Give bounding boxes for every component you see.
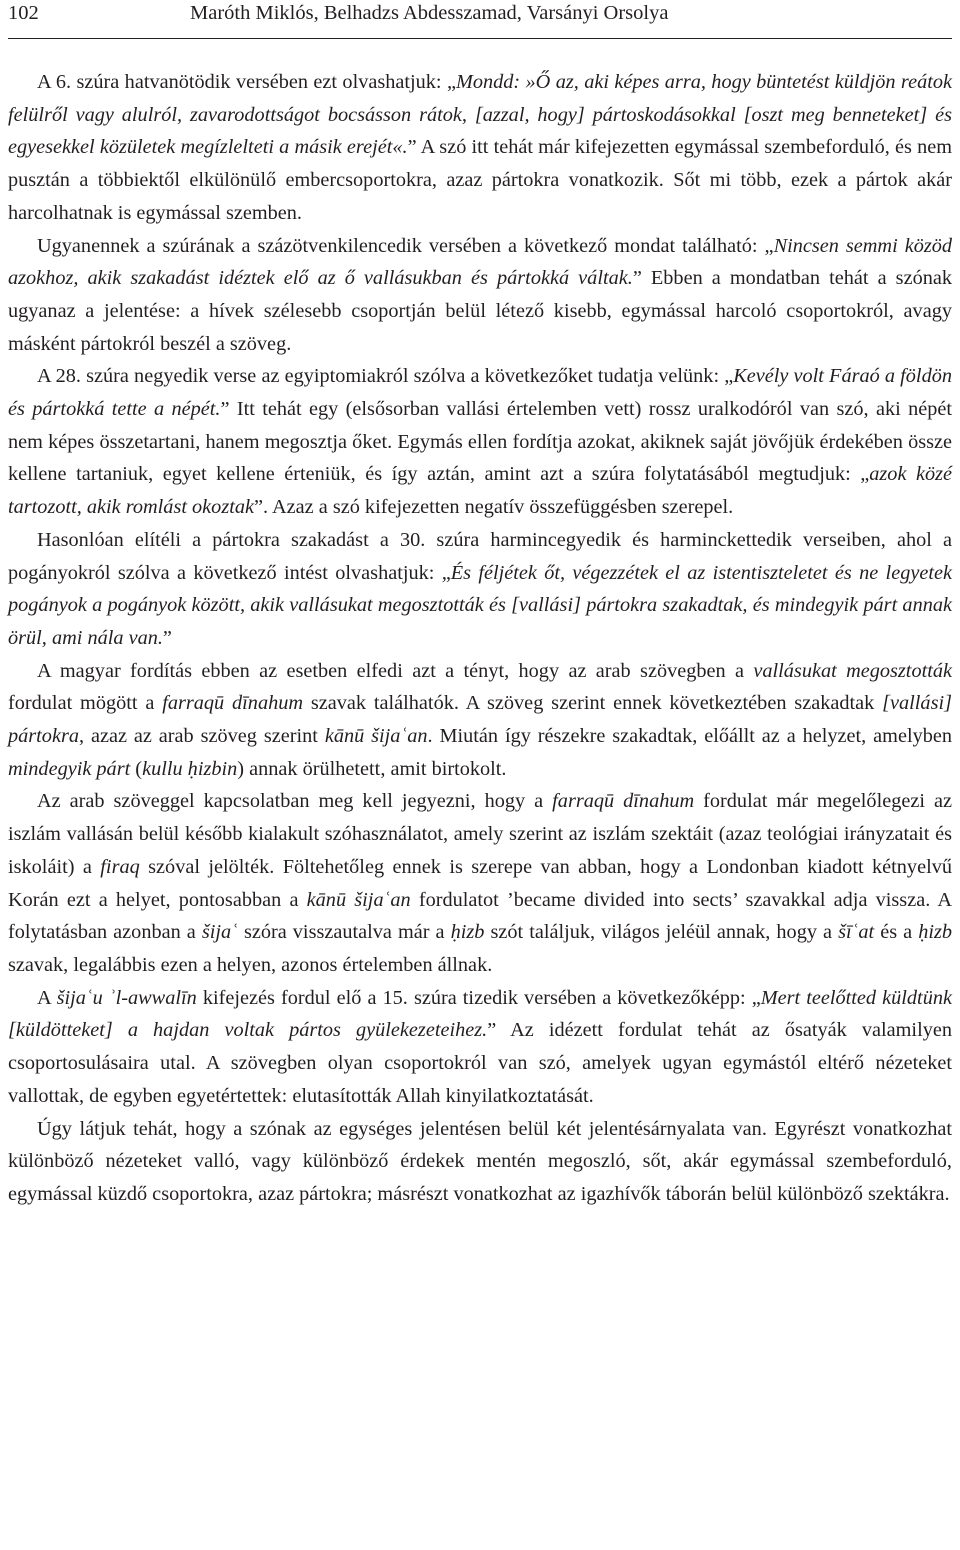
text-run: ” Itt tehát egy (elsősorban vallási értelemben vett) rossz uralkodóról van szó, aki népét nem képes összetartani, hanem megosztja őket. Egymás ellen fordítja azokat, akiknek saját jövőjük érdekében össze kellene tartaniuk, egyet kellene érteniük, és így aztán, amint azt a szúra folytatásából megtudjuk: „	[8, 398, 952, 486]
italic-quote: firaq	[100, 855, 140, 878]
text-run: A 6. szúra hatvanötödik versében ezt olvashatjuk: „	[37, 71, 456, 93]
text-run: ) annak örülhetett, amit birtokolt.	[237, 757, 507, 780]
paragraph	[8, 655, 952, 786]
italic-quote: [vallási] pártokra	[8, 692, 952, 748]
text-run: Úgy látjuk tehát, hogy a szónak az egységes jelentésen belül két jelentésárnyalata van. Egyrészt vonatkozhat különböző nézeteket valló, vagy különböző érdekek mentén megoszló, sőt, akár egymással szembeforduló, egymással küzdő csoportokra, azaz pártokra; másrészt vonatkozhat az igazhívők táborán belül különböző szektákra.	[8, 1117, 952, 1205]
text-run: ” Ebben a mondatban tehát a szónak ugyanaz a jelentése: a hívek szélesebb csoportján belül létező kisebb, egymással harcoló csoportokról, avagy másként pártokról beszél a szöveg.	[8, 267, 952, 355]
italic-quote: farraqū dīnahum	[552, 790, 695, 813]
text-run: A 28. szúra negyedik verse az egyiptomiakról szólva a következőket tudatja velünk: „	[37, 365, 734, 388]
italic-quote: azok közé tartozott, akik romlást okoztak	[8, 463, 952, 519]
paragraph	[8, 1113, 952, 1211]
italic-quote: kānū šijaʿan	[306, 888, 411, 911]
paragraph	[8, 982, 952, 1113]
text-run: Az arab szöveggel kapcsolatban meg kell jegyezni, hogy a	[37, 790, 553, 813]
text-run: fordulatot ’became divided into sects’ szavakkal adja vissza. A folytatásban azonban a	[8, 888, 952, 944]
text-run: szóra visszautalva már a	[237, 921, 451, 944]
italic-quote: šijaʿu ʾl-awwalīn	[56, 986, 197, 1009]
text-run: ”	[162, 626, 172, 649]
text-run: szavak, legalábbis ezen a helyen, azonos értelemben állnak.	[8, 953, 493, 976]
paragraph	[8, 360, 952, 524]
paragraph	[8, 785, 952, 981]
text-run: ” A szó itt tehát már kifejezetten egymással szembeforduló, és nem pusztán a többiektől elkülönülő embercsoportokra, azaz pártokra vonatkozik. Sőt mi több, ezek a pártok akár harcolhatnak is egymással szemben.	[8, 136, 953, 224]
text-run: fordulat már megelőlegezi az iszlám vallásán belül később kialakult szóhasználatot, amely szerint az iszlám szektáit (azaz teológiai irányzatait és iskoláit) a	[8, 790, 952, 878]
text-run: szót találjuk, világos jeléül annak, hogy a	[484, 921, 839, 944]
text-run: és a	[874, 921, 919, 944]
text-run: A magyar fordítás ebben az esetben elfedi azt a tényt, hogy az arab szövegben a	[37, 659, 754, 682]
text-run: A	[37, 986, 57, 1009]
text-run: Hasonlóan elítéli a pártokra szakadást a 30. szúra harmincegyedik és harminckettedik verseiben, ahol a pogányokról szólva a következő intést olvashatjuk: „	[8, 528, 952, 584]
running-header	[8, 0, 952, 39]
page-number: 102	[8, 2, 39, 24]
italic-quote: Mert teelőtted küldtünk [küldötteket] a hajdan voltak pártos gyülekezeteihez.	[8, 986, 952, 1042]
text-run: (	[130, 757, 143, 780]
paragraph	[8, 524, 952, 655]
text-run: Ugyanennek a szúrának a százötvenkilencedik versében a következő mondat található: „	[37, 234, 774, 257]
body-text	[8, 66, 952, 1211]
text-run: ”. Azaz a szó kifejezetten negatív összefüggésben szerepel.	[254, 496, 734, 519]
italic-quote: vallásukat megosztották	[753, 659, 952, 682]
paragraph	[8, 66, 952, 230]
italic-quote: farraqū dīnahum	[162, 692, 304, 715]
italic-quote: Nincsen semmi közöd azokhoz, akik szakadást idéztek elő az ő vallásukban és pártokká váltak.	[8, 234, 953, 290]
text-run: kifejezés fordul elő a 15. szúra tizedik versében a következőképp: „	[196, 986, 761, 1009]
text-run: szóval jelölték. Föltehetőleg ennek is szerepe van abban, hogy a Londonban kiadott kétnyelvű Korán ezt a helyet, pontosabban a	[8, 855, 952, 911]
italic-quote: šīʿat	[838, 921, 875, 944]
italic-quote: kānū šijaʿan	[324, 725, 428, 748]
text-run: . Miután így részekre szakadtak, előállt az a helyzet, amelyben	[427, 725, 952, 748]
italic-quote: És féljétek őt, végezzétek el az istentiszteletet és ne legyetek pogányok a pogányok között, akik vallásukat megosztották és [vallási] pártokra szakadtak, és mindegyik párt annak örül, ami nála van.	[8, 561, 952, 649]
text-run: fordulat mögött a	[8, 692, 163, 715]
italic-quote: Mondd: »Ő az, aki képes arra, hogy büntetést küldjön reátok felülről vagy alulról, zavarodottságot bocsásson rátok, [azzal, hogy] pártoskodásokkal [oszt meg benneteket] és egyesekkel közületek megízlelteti a másik erejét«.	[8, 71, 952, 159]
text-run: szavak találhatók. A szöveg szerint ennek következtében szakadtak	[303, 692, 883, 715]
italic-quote: Kevély volt Fáraó a földön és pártokká tette a népét.	[8, 365, 952, 421]
text-run: , azaz az arab szöveg szerint	[78, 725, 325, 748]
text-run: ” Az idézett fordulat tehát az ősatyák valamilyen csoportosulásaira utal. A szövegben olyan csoportokról van szó, amelyek ugyan egymástól eltérő nézeteket vallottak, de egyben egyetértettek: elutasították Allah kinyilatkoztatását.	[8, 1019, 952, 1107]
paragraph	[8, 230, 952, 361]
italic-quote: ḥizb	[450, 921, 485, 944]
italic-quote: mindegyik párt	[8, 757, 131, 780]
italic-quote: ḥizb	[918, 921, 953, 944]
italic-quote: šijaʿ	[201, 921, 238, 944]
running-head-authors: Maróth Miklós, Belhadzs Abdesszamad, Varsányi Orsolya	[190, 2, 669, 24]
italic-quote: kullu ḥizbin	[142, 757, 238, 780]
